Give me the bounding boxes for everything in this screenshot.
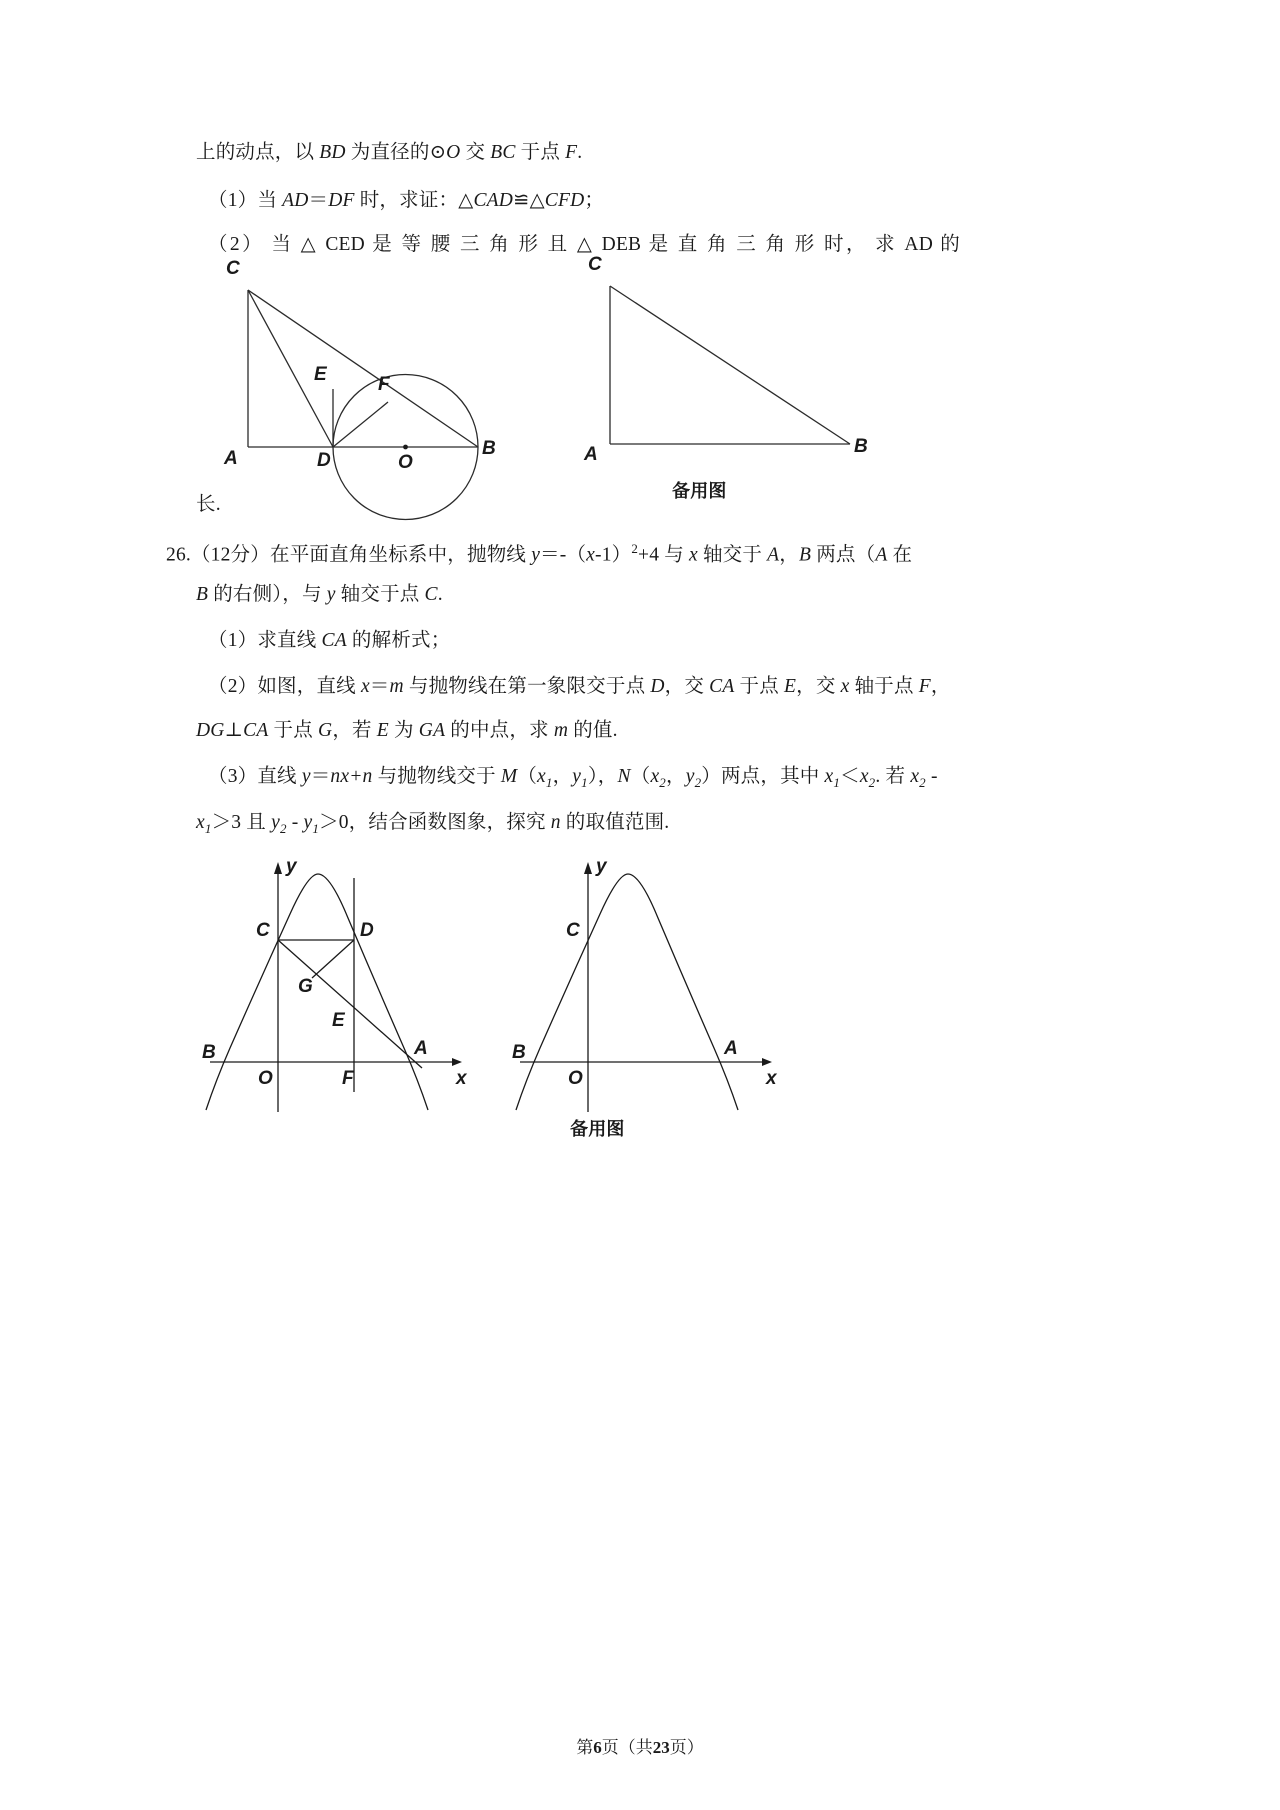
q25-p1-ad: AD bbox=[282, 190, 309, 211]
q26-p3-minus: - bbox=[925, 766, 938, 787]
fig1-label-C: C bbox=[226, 258, 240, 279]
q26-p3-t9: ）两点，其中 bbox=[701, 766, 825, 787]
q26-point-A: A bbox=[767, 544, 780, 566]
q26-p3-l2x1-sub: 1 bbox=[204, 820, 212, 836]
q26-p2-perp: ⊥ bbox=[224, 720, 244, 741]
q26-p2-l2t2: ，若 bbox=[332, 720, 377, 741]
q26-p3-y: y bbox=[301, 766, 311, 787]
q26-p3-x1: x bbox=[537, 766, 546, 787]
line-ca bbox=[278, 940, 422, 1068]
q26-p3-t3: 与抛物线交于 bbox=[372, 766, 501, 787]
fig26a-label-D: D bbox=[360, 920, 374, 941]
fig26b-label-C: C bbox=[566, 920, 580, 941]
q26-p2-t3: 与抛物线在第一象限交于点 bbox=[403, 676, 651, 697]
q26-part-3-line-2 bbox=[196, 810, 669, 842]
q26-p3-M: M bbox=[500, 766, 518, 787]
q25-p1-prefix: （1）当 bbox=[208, 190, 283, 211]
segment-cb bbox=[248, 290, 478, 447]
fig26a-label-O: O bbox=[258, 1068, 273, 1089]
q26-y: y bbox=[531, 544, 541, 566]
parabola-curve bbox=[206, 874, 428, 1110]
y-axis-arrow bbox=[274, 862, 282, 874]
q26-p3-nxn: nx+n bbox=[330, 766, 373, 787]
segment-dg bbox=[312, 940, 354, 978]
fig26a-label-y: y bbox=[286, 856, 297, 877]
fig1-label-B: B bbox=[482, 438, 496, 459]
q26-p3-t4: （ bbox=[517, 766, 538, 787]
q26-p2-eq: ＝ bbox=[369, 676, 390, 697]
q26-score: （12分） bbox=[190, 544, 270, 566]
segment-df bbox=[333, 402, 388, 447]
q26-t3: -1） bbox=[595, 544, 632, 566]
q26-t2: ＝-（ bbox=[540, 544, 587, 566]
point-f: F bbox=[565, 142, 578, 163]
q26-p1-CA: CA bbox=[321, 630, 347, 651]
fig2-label-A: A bbox=[584, 444, 598, 465]
fig2-label-C: C bbox=[588, 254, 602, 275]
q26-p3-l2tail2: 的取值范围. bbox=[560, 812, 670, 833]
fig26b-label-y: y bbox=[596, 856, 607, 877]
q26-stem-line-1 bbox=[166, 536, 912, 569]
fig26a-label-C: C bbox=[256, 920, 270, 941]
q26-xaxis: x bbox=[689, 544, 698, 566]
q25-continuation-line: 上的动点，以 BD 为直径的⊙O 交 BC 于点 F. bbox=[196, 142, 583, 163]
q25-part-1 bbox=[208, 188, 604, 214]
q26-p1-suffix: 的解析式； bbox=[346, 630, 451, 651]
fig26b-label-x: x bbox=[766, 1068, 777, 1089]
q25-p1-df: DF bbox=[328, 190, 355, 211]
q26-p3-y1: y bbox=[572, 766, 582, 787]
fig26a-label-E: E bbox=[332, 1010, 345, 1031]
q26-p3-c1x1: x bbox=[824, 766, 834, 787]
q26-part-2-line-2 bbox=[196, 718, 618, 744]
q26-p3-t1: （3）直线 bbox=[208, 766, 302, 787]
backup-segment-cb bbox=[610, 286, 850, 444]
q25-p1-end: ； bbox=[584, 190, 605, 211]
q26-p2-l2t1: 于点 bbox=[268, 720, 319, 741]
q26-p3-c2x2-sub: 2 bbox=[919, 774, 926, 790]
q26-p2-GA: GA bbox=[418, 720, 446, 741]
q26-l2-B: B bbox=[196, 584, 209, 605]
q26-stem-line-2 bbox=[196, 582, 443, 608]
q26-p1-prefix: （1）求直线 bbox=[208, 630, 322, 651]
q26-part-2-line-1 bbox=[208, 674, 951, 700]
q26-figure-2 bbox=[500, 852, 800, 1152]
q26-p3-t7: （ bbox=[630, 766, 651, 787]
q26-p3-eq: ＝ bbox=[310, 766, 331, 787]
backup-x-axis-arrow bbox=[762, 1058, 772, 1066]
circle-o: O bbox=[446, 142, 461, 163]
q26-figure-1 bbox=[190, 852, 490, 1152]
q26-p3-x2: x bbox=[650, 766, 660, 787]
q25-p1-mid: 时，求证：△ bbox=[354, 190, 474, 211]
q26-p3-l2n: n bbox=[550, 812, 561, 833]
q26-p2-E2: E bbox=[376, 720, 389, 741]
q26-p3-t5: ， bbox=[552, 766, 573, 787]
q26-p3-c1x2: x bbox=[859, 766, 869, 787]
q26-p2-G: G bbox=[318, 720, 333, 741]
fig1-label-A: A bbox=[224, 448, 238, 469]
q26-p2-t5: 于点 bbox=[734, 676, 785, 697]
q25-p1-cong: ≌△ bbox=[513, 190, 545, 211]
q26-p2-m2: m bbox=[553, 720, 569, 741]
q25-p1-eq: ＝ bbox=[308, 190, 329, 211]
q26-x: x bbox=[586, 544, 595, 566]
q26-p3-t6: ）， bbox=[587, 766, 618, 787]
backup-parabola-curve bbox=[516, 874, 738, 1110]
q26-l2-t1: 的右侧），与 bbox=[208, 584, 327, 605]
q26-p2-F: F bbox=[918, 676, 931, 697]
q25-p1-tri2: CFD bbox=[544, 190, 585, 211]
q26-p3-l2y2: y bbox=[271, 812, 280, 833]
q26-p3-l2gt: ＞3 且 bbox=[211, 812, 272, 833]
q26-point-A2: A bbox=[875, 544, 888, 566]
q26-p2-x2: x bbox=[840, 676, 850, 697]
q26-p2-CA2: CA bbox=[243, 720, 269, 741]
q26-p3-y2-sub: 2 bbox=[694, 774, 702, 790]
fig26b-label-A: A bbox=[724, 1038, 738, 1059]
footer-prefix: 第 bbox=[576, 1738, 594, 1757]
footer-page-number: 6 bbox=[593, 1738, 602, 1757]
q26-point-B: B bbox=[799, 544, 812, 566]
q26-p3-lt: ＜ bbox=[840, 766, 860, 787]
q26-p3-y2: y bbox=[685, 766, 695, 787]
page-footer bbox=[0, 1733, 1280, 1758]
fig26a-label-B: B bbox=[202, 1042, 216, 1063]
q25-figure-1 bbox=[224, 258, 508, 522]
q26-number: 26 bbox=[166, 544, 186, 566]
q26-p3-c2x2: x bbox=[910, 766, 920, 787]
q26-p3-c1x2-sub: 2 bbox=[868, 774, 876, 790]
q26-p2-D: D bbox=[650, 676, 665, 697]
fig1-label-F: F bbox=[378, 374, 390, 395]
fig1-label-E: E bbox=[314, 364, 327, 385]
q26-p2-CA: CA bbox=[709, 676, 735, 697]
fig1-label-O: O bbox=[398, 452, 413, 473]
q25-part-2: （2） 当 △ CED 是 等 腰 三 角 形 且 △ DEB 是 直 角 三 角 形 时， 求 AD 的 bbox=[208, 234, 960, 255]
backup-y-axis-arrow bbox=[584, 862, 592, 874]
fig26a-label-x: x bbox=[456, 1068, 467, 1089]
q26-l2-y: y bbox=[326, 584, 336, 605]
q26-t5: 轴交于 bbox=[697, 544, 768, 566]
q25-figure-2 bbox=[584, 254, 880, 465]
q26-dot: . bbox=[185, 544, 191, 566]
footer-suffix: 页） bbox=[669, 1738, 704, 1757]
q25-part-2-tail: 长. bbox=[196, 494, 221, 515]
q26-p3-N: N bbox=[617, 766, 631, 787]
fig2-label-B: B bbox=[854, 436, 868, 457]
fig26b-label-B: B bbox=[512, 1042, 526, 1063]
q26-exponent: 2 bbox=[631, 541, 639, 556]
q26-t1: 在平面直角坐标系中，抛物线 bbox=[270, 544, 532, 566]
q26-p3-l2y1-sub: 1 bbox=[312, 820, 320, 836]
q26-p3-t10: . 若 bbox=[875, 766, 911, 787]
q26-p2-DG: DG bbox=[196, 720, 225, 741]
q26-p2-t6: ，交 bbox=[796, 676, 841, 697]
fig26a-label-F: F bbox=[342, 1068, 354, 1089]
seg-bd: BD bbox=[319, 142, 346, 163]
footer-middle: 页（共 bbox=[601, 1738, 653, 1757]
q26-p3-l2y1: y bbox=[303, 812, 313, 833]
q26-p3-l2minus: - bbox=[286, 812, 304, 833]
q25-figure-2-caption: 备用图 bbox=[672, 481, 727, 501]
q26-p2-t7: 轴于点 bbox=[849, 676, 919, 697]
q26-t8: 在 bbox=[887, 544, 913, 566]
q26-p3-l2tail: ＞0，结合函数图象，探究 bbox=[319, 812, 551, 833]
q26-l2-C: C bbox=[424, 584, 438, 605]
q26-l2-t2: 轴交于点 bbox=[335, 584, 425, 605]
q26-part-1 bbox=[208, 628, 450, 654]
q26-p3-l2y2-sub: 2 bbox=[279, 820, 287, 836]
q26-p2-t8: ， bbox=[930, 676, 951, 697]
q26-p3-y1-sub: 1 bbox=[581, 774, 588, 790]
q26-t7: 两点（ bbox=[811, 544, 876, 566]
q26-figure-2-caption: 备用图 bbox=[570, 1119, 625, 1139]
fig1-label-D: D bbox=[317, 450, 331, 471]
q25-p1-tri1: CAD bbox=[473, 190, 514, 211]
q26-p2-x: x bbox=[360, 676, 370, 697]
q26-p3-l2x1: x bbox=[196, 812, 205, 833]
seg-bc: BC bbox=[490, 142, 516, 163]
q26-l2-t3: . bbox=[437, 584, 443, 605]
q26-p3-c1x1-sub: 1 bbox=[833, 774, 841, 790]
q26-p3-t8: ， bbox=[666, 766, 686, 787]
fig26a-label-A: A bbox=[414, 1038, 428, 1059]
q26-p2-l2t4: 的中点，求 bbox=[445, 720, 554, 741]
q26-t6: ， bbox=[779, 544, 799, 566]
q26-t4: +4 与 bbox=[638, 544, 690, 566]
x-axis-arrow bbox=[452, 1058, 462, 1066]
q26-p2-E: E bbox=[784, 676, 797, 697]
q26-p2-t1: （2）如图，直线 bbox=[208, 676, 361, 697]
fig26b-label-O: O bbox=[568, 1068, 583, 1089]
q26-p2-l2t5: 的值. bbox=[568, 720, 618, 741]
q26-p2-t4: ，交 bbox=[664, 676, 710, 697]
footer-total-pages: 23 bbox=[652, 1738, 670, 1757]
center-point-o bbox=[403, 445, 408, 450]
q26-part-3-line-1 bbox=[208, 764, 938, 796]
q26-p3-x1-sub: 1 bbox=[545, 774, 553, 790]
q26-p3-x2-sub: 2 bbox=[659, 774, 666, 790]
q26-p2-l2t3: 为 bbox=[388, 720, 419, 741]
q26-p2-m: m bbox=[389, 676, 404, 697]
fig26a-label-G: G bbox=[298, 976, 313, 997]
